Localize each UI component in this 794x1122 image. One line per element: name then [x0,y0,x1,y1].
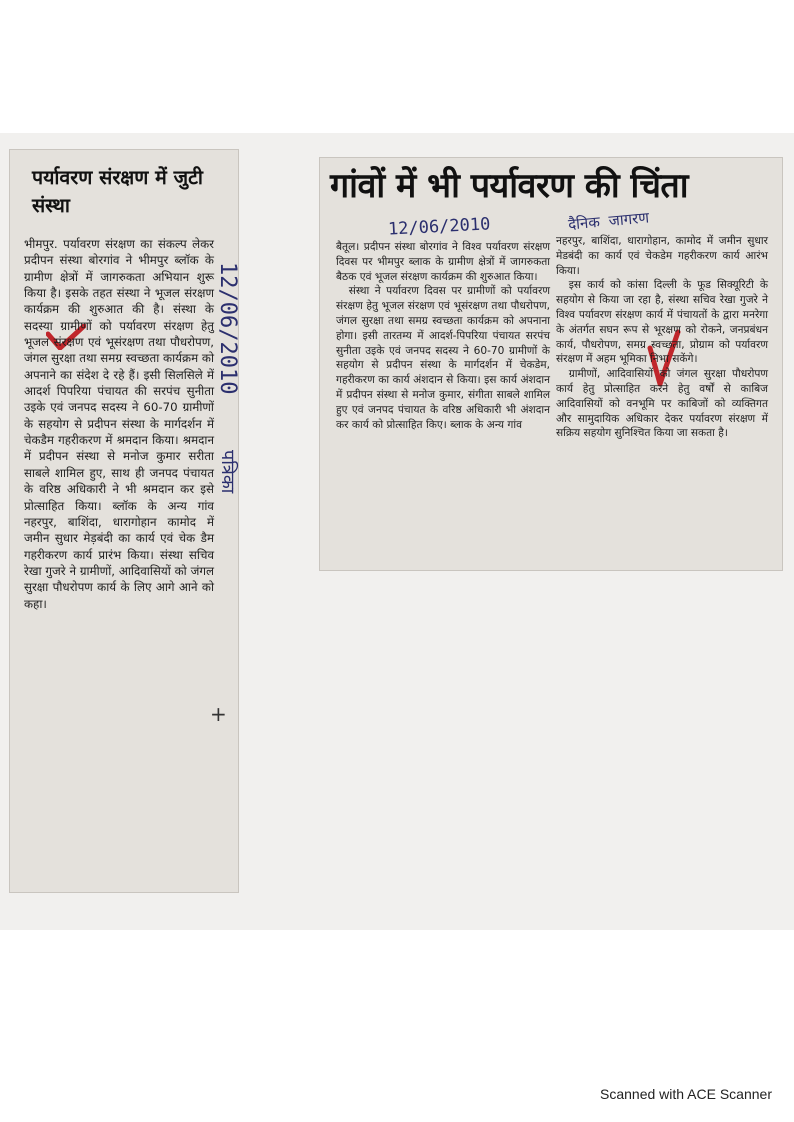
article2-paragraph: नहरपुर, बाशिंदा, धारागोहान, कामोद में जमीन सुधार मेडबंदी का कार्य एवं चेकडेम गहरीकरण कार्य आरंभ किया। [556,235,768,277]
article2-right-column [556,234,768,441]
article2-headline: गांवों में भी पर्यावरण की चिंता [330,166,689,206]
newspaper-clipping-patrika [10,150,238,892]
article2-paragraph: संस्था ने पर्यावरण दिवस पर ग्रामीणों को पर्यावरण संरक्षण हेतु भूजल संरक्षण एवं भूसंरक्षण तथा पौधरोपण, जंगल सुरक्षा तथा समग्र स्वच्छता कार्यक्रम को अपनाना होगा। इसी तारतम्य में आदर्श-पिपरिया पंचायत सरपंच सुनीता उइके एवं जनपद सदस्य ने 60-70 ग्रामीणों के सहयोग से प्रदीपन संस्था के मार्गदर्शन में चेकडेम, गहरीकरण का कार्य अंशदान से किया। इस कार्य अंशदान में प्रदीपन संस्था से मनोज कुमार, संगीता साबले शामिल हुए एवं जनपद पंचायत के वरिष्ठ अधिकारी भी अंशदान कर कार्य को प्रोत्साहित किए। ब्लाक के अन्य गांव [336,285,550,431]
article2-left-column [336,240,550,432]
handwritten-date-1: 12/06/2010 [215,262,240,395]
scanner-watermark: Scanned with ACE Scanner [600,1086,772,1102]
article1-paragraph: भीमपुर. पर्यावरण संरक्षण का संकल्प लेकर प्रदीपन संस्था बोरगांव ने भीमपुर ब्लॉक के ग्रामीण क्षेत्रों में जागरुकता अभियान शुरू किया है। इसके तहत संस्था ने भूजल संरक्षण कार्यक्रम की शुरुआत की है। संस्था के सदस्या ग्रामीणों को पर्यावरण संरक्षण हेतु भूजल संरक्षण एवं भूसंरक्षण तथा पौधरोपण, जंगल सुरक्षा तथा समग्र स्वच्छता कार्यक्रम को अपनाने का संदेश दे रहे हैं। इसी सिलसिले में आदर्श पिपरिया पंचायत की सरपंच सुनीता उइके एवं जनपद सदस्य ने 60-70 ग्रामीणों के सहयोग से प्रदीपन संस्था के मार्गदर्शन में चेकडैम गहरीकरण में श्रमदान किया। श्रमदान में प्रदीपन संस्था से मनोज कुमार सरीता साबले शामिल हुए, साथ ही जनपद पंचायत के वरिष्ठ अधिकारी ने भी श्रमदान कर इसे प्रोत्साहित किया। ब्लॉक के अन्य गांव नहरपुर, बाशिंदा, धारागोहान कामोद में जमीन सुधार मेड़बंदी का कार्य एवं चेक डैम गहरीकरण कार्य प्रारंभ किया। संस्था सचिव रेखा गुजरे ने ग्रामीणों, आदिवासियों को जंगल सुरक्षा पौधरोपण कार्य के लिए आगे आने को कहा। [24,237,214,611]
handwritten-source-1: पत्रिका [217,450,238,494]
article2-paragraph: ग्रामीणों, आदिवासियों को जंगल सुरक्षा पौधरोपण कार्य हेतु प्रोत्साहित करने हेतु वर्षों से काबिज आदिवासियों को वनभूमि पर काबिजों को व्यक्तिगत और सामुदायिक अधिकार देकर पर्यावरण संरक्षण में सक्रिय सहयोग सुनिश्चित किया जा सकता है। [556,368,768,440]
handwritten-source-2: दैनिक जागरण [567,208,650,234]
article1-headline: पर्यावरण संरक्षण में जुटी संस्था [32,166,203,217]
article2-paragraph: बैतूल। प्रदीपन संस्था बोरगांव ने विश्व पर्यावरण संरक्षण दिवस पर भीमपुर ब्लाक के ग्रामीण क्षेत्रों में जागरुकता बैठक एवं भूजल संरक्षण कार्यक्रम की शुरुआत किया। [336,241,550,283]
margin-cross-mark: + [210,702,227,726]
article2-paragraph: इस कार्य को कांसा दिल्ली के फूड सिक्यूरिटी के सहयोग से किया जा रहा है, संस्था सचिव रेखा गुजरे ने विश्व पर्यावरण संरक्षण कार्य में पंचायतों के द्वारा मनरेगा के अंतर्गत सघन रूप से भूरक्षण को रोकने, जनप्रबंधन कार्य, पौधरोपण, समग्र स्वच्छता, प्रोग्राम को पर्यावरण संरक्षण में अहम भूमिका निभा सकेंगे। [556,279,768,366]
article1-body [24,236,214,612]
handwritten-date-2: 12/06/2010 [387,214,491,240]
